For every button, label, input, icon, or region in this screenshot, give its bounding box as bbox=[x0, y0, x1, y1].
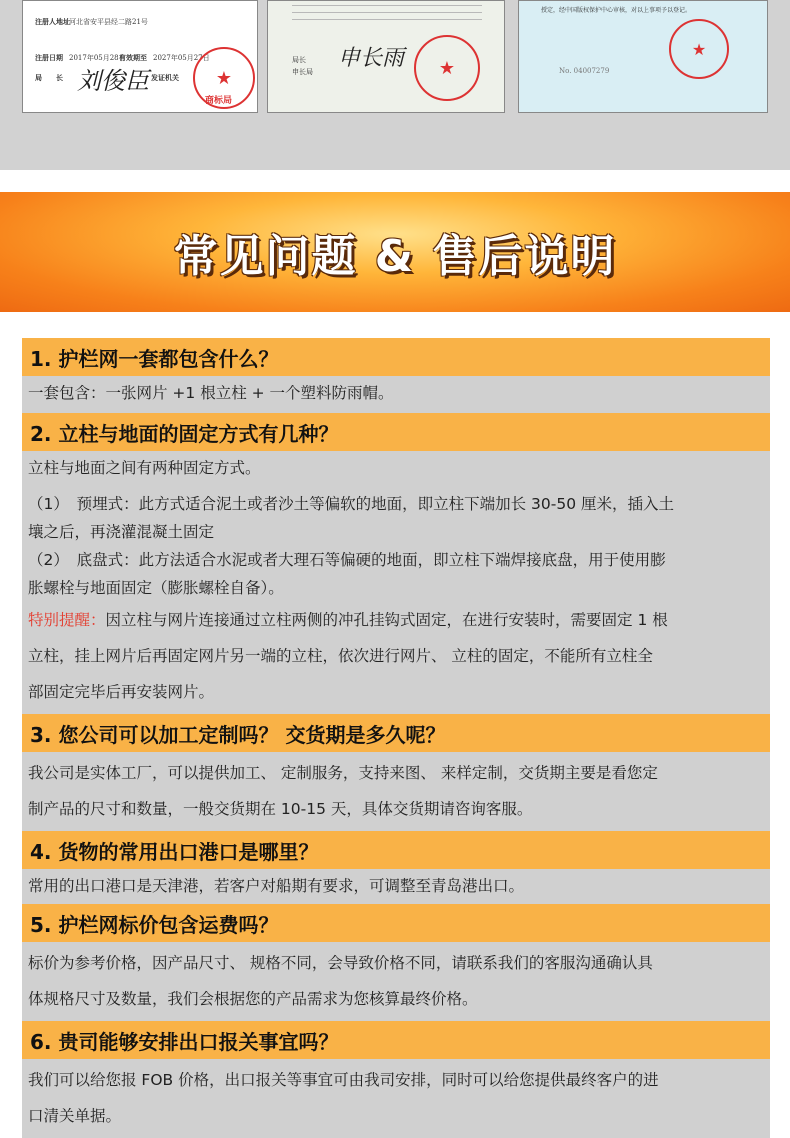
answer-note bbox=[28, 602, 762, 638]
note-label: 特别提醒： bbox=[28, 611, 106, 629]
question-4: 4. 货物的常用出口港口是哪里？ bbox=[22, 831, 770, 869]
answer-text: 因立柱与网片连接通过立柱两侧的冲孔挂钩式固定，在进行安装时，需要固定 1 根 bbox=[105, 611, 668, 629]
question-3: 3. 您公司可以加工定制吗？ 交货期是多久呢？ bbox=[22, 714, 770, 752]
cert-issuer-label: 发证机关 bbox=[151, 73, 179, 82]
answer-5 bbox=[22, 942, 770, 1021]
answer-text: （2） 底盘式：此方法适合水泥或者大理石等偏硬的地面，即立柱下端焊接底盘，用于使用膨 bbox=[28, 551, 666, 569]
red-seal-icon: ★ bbox=[414, 35, 480, 101]
banner-title: 常见问题 & 售后说明 bbox=[173, 231, 617, 282]
answer-text: 我们可以给您报 FOB 价格，出口报关等事宜可由我司安排，同时可以给您提供最终客户的进 bbox=[28, 1071, 659, 1089]
red-seal-icon: ★ bbox=[193, 47, 255, 109]
cert-director-label-2: 局长 bbox=[292, 56, 306, 64]
copyright-certificate-image bbox=[518, 0, 768, 113]
answer-text: 立柱，挂上网片后再固定网片另一端的立柱，依次进行网片、 立柱的固定，不能所有立柱全 bbox=[28, 647, 653, 665]
answer-text: 胀螺栓与地面固定（膨胀螺栓自备）。 bbox=[28, 579, 284, 597]
trademark-certificate-image bbox=[22, 0, 258, 113]
cert-date-label: 注册日期 bbox=[35, 53, 63, 62]
answer-text: 立柱与地面之间有两种固定方式。 bbox=[28, 459, 261, 477]
cert-deputy-label: 申长局 bbox=[292, 68, 313, 76]
cert-body-line: 授定，经中国版权保护中心审核，对以上事项予以登记。 bbox=[541, 7, 692, 14]
answer-text: 制产品的尺寸和数量，一般交货期在 10-15 天，具体交货期请咨询客服。 bbox=[28, 800, 533, 818]
faq-banner bbox=[0, 192, 790, 312]
answer-text: 常用的出口港口是天津港，若客户对船期有要求，可调整至青岛港出口。 bbox=[28, 877, 525, 895]
question-1: 1. 护栏网一套都包含什么？ bbox=[22, 338, 770, 376]
answer-6 bbox=[22, 1059, 770, 1138]
question-6: 6. 贵司能够安排出口报关事宜吗？ bbox=[22, 1021, 770, 1059]
cert-signature-2: 申长雨 bbox=[338, 46, 405, 71]
cert-date-value: 2017年05月28日 bbox=[69, 54, 126, 62]
answer-3 bbox=[22, 752, 770, 831]
cert-address-label: 注册人地址 bbox=[35, 17, 70, 26]
answer-4 bbox=[22, 869, 770, 904]
cert-address-value: 河北省安平县经二路21号 bbox=[69, 18, 148, 26]
faq-section bbox=[22, 338, 770, 1138]
red-seal-icon: ★ bbox=[669, 19, 729, 79]
cert-valid-label: 有效期至 bbox=[119, 53, 147, 62]
certificate-strip bbox=[0, 0, 790, 170]
cert-director-label: 局 长 bbox=[35, 73, 63, 82]
answer-1 bbox=[22, 376, 770, 411]
answer-text: 壤之后，再浇灌混凝土固定 bbox=[28, 523, 215, 541]
cert-number: No. 04007279 bbox=[559, 67, 610, 75]
answer-text: （1） 预埋式：此方式适合泥土或者沙土等偏软的地面，即立柱下端加长 30-50 厘米，插入土 bbox=[28, 495, 675, 513]
answer-text: 一套包含：一张网片 +1 根立柱 + 一个塑料防雨帽。 bbox=[28, 384, 394, 402]
cert-text-lines bbox=[292, 5, 482, 26]
answer-2 bbox=[22, 451, 770, 714]
cert-signature: 刘俊臣 bbox=[77, 67, 149, 95]
cert-seal-text: 商标局 bbox=[205, 96, 233, 106]
question-5: 5. 护栏网标价包含运费吗？ bbox=[22, 904, 770, 942]
answer-text: 口清关单据。 bbox=[28, 1107, 122, 1125]
cert-valid-value: 2027年05月27日 bbox=[153, 54, 210, 62]
question-2: 2. 立柱与地面的固定方式有几种？ bbox=[22, 413, 770, 451]
answer-text: 标价为参考价格，因产品尺寸、 规格不同，会导致价格不同，请联系我们的客服沟通确认具 bbox=[28, 954, 653, 972]
answer-text: 我公司是实体工厂，可以提供加工、 定制服务，支持来图、 来样定制，交货期主要是看您定 bbox=[28, 764, 658, 782]
answer-text: 体规格尺寸及数量，我们会根据您的产品需求为您核算最终价格。 bbox=[28, 990, 478, 1008]
patent-certificate-image bbox=[267, 0, 505, 113]
answer-text: 部固定完毕后再安装网片。 bbox=[28, 683, 215, 701]
